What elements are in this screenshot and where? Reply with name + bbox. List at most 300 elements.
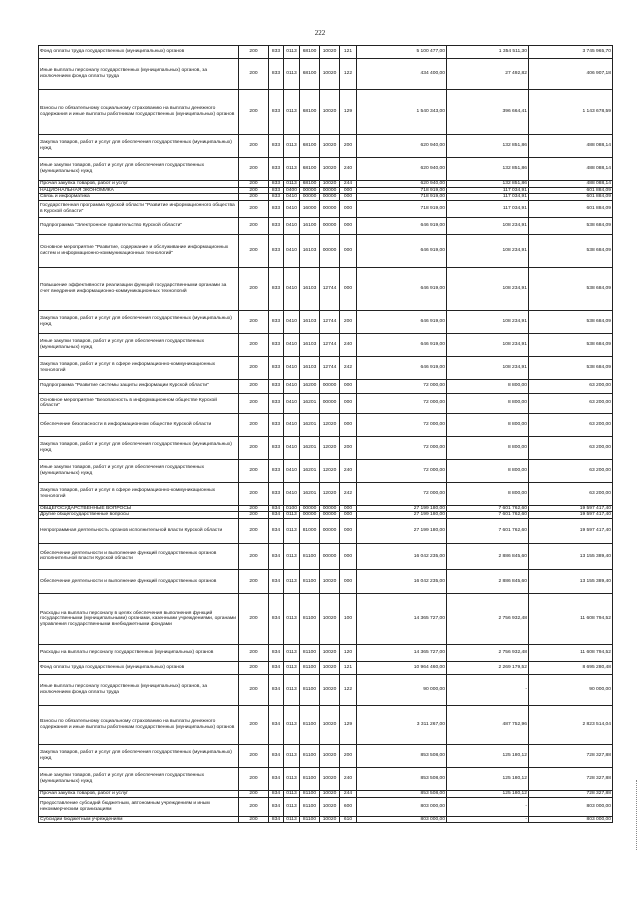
row-code-gr: 833 bbox=[269, 333, 284, 356]
row-name: Иные выплаты персоналу государственных (муниципальных) органов, за исключением фонда оплаты труда bbox=[39, 674, 239, 705]
row-amount-approved: 646 919,00 bbox=[357, 234, 447, 267]
row-code-vid: 200 bbox=[239, 518, 269, 543]
row-code-program: 00000 bbox=[300, 187, 320, 194]
row-code-gr: 833 bbox=[269, 217, 284, 234]
row-name: Непрограммная деятельность органов исполнительной власти Курской области bbox=[39, 518, 239, 543]
row-amount-remaining: 2 823 514,04 bbox=[529, 705, 613, 744]
row-code-vid: 200 bbox=[239, 436, 269, 459]
row-code-direction: 00000 bbox=[320, 393, 340, 413]
row-amount-executed: 7 601 762,60 bbox=[447, 518, 529, 543]
row-amount-executed: 108 234,91 bbox=[447, 356, 529, 379]
row-code-program: 00000 bbox=[300, 194, 320, 201]
row-amount-approved: 27 199 180,00 bbox=[357, 512, 447, 519]
table-body bbox=[39, 46, 613, 823]
row-code-direction: 00000 bbox=[320, 518, 340, 543]
row-code-program: 00000 bbox=[300, 505, 320, 512]
row-amount-remaining: 538 684,09 bbox=[529, 234, 613, 267]
row-code-program: 16201 bbox=[300, 413, 320, 436]
row-code-program: 16103 bbox=[300, 234, 320, 267]
row-code-vr: 240 bbox=[340, 158, 357, 181]
row-amount-executed: - bbox=[447, 816, 529, 823]
row-code-vid: 200 bbox=[239, 569, 269, 593]
row-amount-approved: 646 919,00 bbox=[357, 333, 447, 356]
table-row bbox=[39, 135, 613, 158]
row-amount-executed: 132 851,86 bbox=[447, 158, 529, 181]
row-amount-executed: 2 269 179,52 bbox=[447, 661, 529, 674]
row-code-gr: 834 bbox=[269, 569, 284, 593]
row-amount-executed: 2 756 932,48 bbox=[447, 593, 529, 644]
table-row bbox=[39, 767, 613, 790]
row-code-program: 16201 bbox=[300, 459, 320, 482]
row-amount-approved: 16 042 235,00 bbox=[357, 569, 447, 593]
row-code-gr: 834 bbox=[269, 816, 284, 823]
row-code-program: 16201 bbox=[300, 482, 320, 505]
row-code-rz: 0113 bbox=[284, 744, 300, 767]
table-row bbox=[39, 797, 613, 816]
row-amount-approved: 5 100 477,00 bbox=[357, 46, 447, 59]
row-code-direction: 12020 bbox=[320, 436, 340, 459]
row-amount-executed: 8 800,00 bbox=[447, 393, 529, 413]
row-code-rz: 0113 bbox=[284, 569, 300, 593]
row-amount-executed: 125 180,12 bbox=[447, 790, 529, 797]
row-code-direction: 00000 bbox=[320, 200, 340, 217]
row-code-program: 16103 bbox=[300, 333, 320, 356]
row-code-direction: 00000 bbox=[320, 234, 340, 267]
row-name: Закупка товаров, работ и услуг для обеспечения государственных (муниципальных) нужд bbox=[39, 744, 239, 767]
row-code-vr: 129 bbox=[340, 90, 357, 135]
row-code-vr: 600 bbox=[340, 797, 357, 816]
row-code-rz: 0113 bbox=[284, 135, 300, 158]
row-code-program: 16201 bbox=[300, 436, 320, 459]
row-code-direction: 00000 bbox=[320, 187, 340, 194]
row-name: Иные выплаты персоналу государственных (муниципальных) органов, за исключением фонда оплаты труда bbox=[39, 59, 239, 90]
row-code-vid: 200 bbox=[239, 543, 269, 569]
row-code-vr: 200 bbox=[340, 135, 357, 158]
row-code-vid: 200 bbox=[239, 797, 269, 816]
row-code-direction: 10020 bbox=[320, 816, 340, 823]
row-code-program: 81100 bbox=[300, 674, 320, 705]
row-code-vid: 200 bbox=[239, 593, 269, 644]
row-code-program: 16000 bbox=[300, 200, 320, 217]
row-code-vid: 200 bbox=[239, 59, 269, 90]
row-amount-executed: 7 601 762,60 bbox=[447, 512, 529, 519]
row-code-rz: 0113 bbox=[284, 790, 300, 797]
row-amount-approved: 853 508,00 bbox=[357, 744, 447, 767]
row-amount-executed: 108 234,91 bbox=[447, 217, 529, 234]
row-code-vr: 121 bbox=[340, 661, 357, 674]
row-code-gr: 833 bbox=[269, 393, 284, 413]
row-code-gr: 833 bbox=[269, 187, 284, 194]
row-amount-executed: 8 800,00 bbox=[447, 459, 529, 482]
row-amount-approved: 853 508,00 bbox=[357, 767, 447, 790]
row-code-direction: 10020 bbox=[320, 46, 340, 59]
row-code-direction: 12020 bbox=[320, 482, 340, 505]
row-name: Предоставление субсидий бюджетным, автономным учреждениям и иным некоммерческим организациям bbox=[39, 797, 239, 816]
row-name: Субсидии бюджетным учреждениям bbox=[39, 816, 239, 823]
row-name: Расходы на выплаты персоналу в целях обеспечения выполнения функций государственными (муниципальными) органами, казенными учреждениями, органами управления государственными внебюджетными фондами bbox=[39, 593, 239, 644]
row-amount-remaining: 63 200,00 bbox=[529, 482, 613, 505]
row-amount-executed: 108 234,91 bbox=[447, 234, 529, 267]
row-code-vr: 000 bbox=[340, 200, 357, 217]
row-amount-remaining: 728 327,88 bbox=[529, 744, 613, 767]
row-name: Фонд оплаты труда государственных (муниципальных) органов bbox=[39, 46, 239, 59]
row-amount-executed: 396 664,41 bbox=[447, 90, 529, 135]
row-code-program: 81100 bbox=[300, 744, 320, 767]
table-row bbox=[39, 234, 613, 267]
row-code-direction: 10020 bbox=[320, 59, 340, 90]
row-code-vid: 200 bbox=[239, 661, 269, 674]
row-amount-remaining: 488 088,14 bbox=[529, 135, 613, 158]
row-code-vid: 200 bbox=[239, 393, 269, 413]
row-code-vid: 200 bbox=[239, 310, 269, 333]
row-code-vid: 200 bbox=[239, 505, 269, 512]
row-amount-remaining: 538 684,09 bbox=[529, 356, 613, 379]
row-amount-approved: 646 919,00 bbox=[357, 267, 447, 310]
row-code-program: 16103 bbox=[300, 267, 320, 310]
row-code-vr: 000 bbox=[340, 569, 357, 593]
row-code-direction: 10020 bbox=[320, 158, 340, 181]
row-code-gr: 833 bbox=[269, 46, 284, 59]
row-code-vid: 200 bbox=[239, 90, 269, 135]
row-code-direction: 10020 bbox=[320, 744, 340, 767]
row-code-vid: 200 bbox=[239, 200, 269, 217]
row-code-gr: 833 bbox=[269, 267, 284, 310]
row-code-direction: 10020 bbox=[320, 569, 340, 593]
row-code-gr: 834 bbox=[269, 797, 284, 816]
row-amount-approved: 72 000,00 bbox=[357, 413, 447, 436]
row-code-program: 68100 bbox=[300, 158, 320, 181]
row-name: Прочая закупка товаров, работ и услуг bbox=[39, 181, 239, 188]
row-code-program: 81100 bbox=[300, 593, 320, 644]
row-code-direction: 12744 bbox=[320, 310, 340, 333]
table-row bbox=[39, 569, 613, 593]
row-amount-approved: 3 311 267,00 bbox=[357, 705, 447, 744]
row-code-rz: 0113 bbox=[284, 46, 300, 59]
row-code-vr: 200 bbox=[340, 744, 357, 767]
row-code-vr: 000 bbox=[340, 379, 357, 393]
row-code-vr: 240 bbox=[340, 459, 357, 482]
row-code-vr: 000 bbox=[340, 187, 357, 194]
table-row bbox=[39, 482, 613, 505]
row-code-gr: 833 bbox=[269, 356, 284, 379]
row-code-vid: 200 bbox=[239, 187, 269, 194]
row-code-vid: 200 bbox=[239, 816, 269, 823]
row-code-rz: 0113 bbox=[284, 90, 300, 135]
row-amount-remaining: 3 745 965,70 bbox=[529, 46, 613, 59]
table-row bbox=[39, 705, 613, 744]
row-code-gr: 834 bbox=[269, 790, 284, 797]
row-code-vid: 200 bbox=[239, 705, 269, 744]
margin-mark bbox=[636, 780, 638, 850]
row-amount-executed: 1 354 511,30 bbox=[447, 46, 529, 59]
row-name: ОБЩЕГОСУДАРСТВЕННЫЕ ВОПРОСЫ bbox=[39, 505, 239, 512]
row-name: Иные закупки товаров, работ и услуг для обеспечения государственных (муниципальных) нужд bbox=[39, 158, 239, 181]
row-amount-executed: 132 851,86 bbox=[447, 135, 529, 158]
row-amount-executed: 108 234,91 bbox=[447, 310, 529, 333]
row-amount-remaining: 406 907,18 bbox=[529, 59, 613, 90]
row-amount-approved: 90 000,00 bbox=[357, 674, 447, 705]
row-amount-executed: 108 234,91 bbox=[447, 333, 529, 356]
row-amount-remaining: 63 200,00 bbox=[529, 379, 613, 393]
page-number: 222 bbox=[314, 29, 326, 37]
row-code-gr: 833 bbox=[269, 482, 284, 505]
row-code-gr: 833 bbox=[269, 200, 284, 217]
row-code-rz: 0410 bbox=[284, 379, 300, 393]
row-code-program: 16100 bbox=[300, 217, 320, 234]
row-code-vr: 122 bbox=[340, 59, 357, 90]
row-code-vr: 000 bbox=[340, 413, 357, 436]
row-code-vid: 200 bbox=[239, 459, 269, 482]
row-amount-executed: 8 800,00 bbox=[447, 379, 529, 393]
row-code-direction: 12744 bbox=[320, 356, 340, 379]
row-code-vr: 000 bbox=[340, 512, 357, 519]
row-code-direction: 00000 bbox=[320, 505, 340, 512]
row-amount-approved: 27 199 180,00 bbox=[357, 505, 447, 512]
row-code-vr: 244 bbox=[340, 181, 357, 188]
row-amount-executed: 2 886 845,60 bbox=[447, 543, 529, 569]
row-amount-executed: - bbox=[447, 674, 529, 705]
row-code-direction: 00000 bbox=[320, 194, 340, 201]
row-name: Иные закупки товаров, работ и услуг для обеспечения государственных (муниципальных) нужд bbox=[39, 767, 239, 790]
row-code-direction: 10020 bbox=[320, 705, 340, 744]
row-code-vid: 200 bbox=[239, 194, 269, 201]
table-row bbox=[39, 200, 613, 217]
row-code-gr: 834 bbox=[269, 644, 284, 661]
table-row bbox=[39, 644, 613, 661]
row-code-vr: 000 bbox=[340, 267, 357, 310]
row-amount-remaining: 538 684,09 bbox=[529, 267, 613, 310]
row-code-rz: 0113 bbox=[284, 767, 300, 790]
row-code-gr: 834 bbox=[269, 593, 284, 644]
row-name: Закупка товаров, работ и услуг в сфере информационно-коммуникационных технологий bbox=[39, 482, 239, 505]
row-code-program: 68100 bbox=[300, 59, 320, 90]
row-amount-executed: 8 800,00 bbox=[447, 482, 529, 505]
row-name: Обеспечение деятельности и выполнение функций государственных органов bbox=[39, 569, 239, 593]
row-name: Расходы на выплаты персоналу государственных (муниципальных) органов bbox=[39, 644, 239, 661]
row-code-vid: 200 bbox=[239, 267, 269, 310]
row-amount-remaining: 19 597 417,40 bbox=[529, 518, 613, 543]
row-code-gr: 834 bbox=[269, 674, 284, 705]
row-code-vr: 000 bbox=[340, 518, 357, 543]
row-code-gr: 834 bbox=[269, 767, 284, 790]
table-row bbox=[39, 512, 613, 519]
row-code-rz: 0113 bbox=[284, 661, 300, 674]
row-code-gr: 834 bbox=[269, 543, 284, 569]
row-code-rz: 0410 bbox=[284, 333, 300, 356]
row-amount-remaining: 488 088,14 bbox=[529, 181, 613, 188]
row-code-vid: 200 bbox=[239, 217, 269, 234]
table-row bbox=[39, 194, 613, 201]
row-code-vr: 100 bbox=[340, 593, 357, 644]
row-code-vr: 120 bbox=[340, 644, 357, 661]
row-amount-approved: 620 940,00 bbox=[357, 135, 447, 158]
row-code-vr: 240 bbox=[340, 767, 357, 790]
row-code-gr: 833 bbox=[269, 234, 284, 267]
table-row bbox=[39, 413, 613, 436]
row-code-direction: 00000 bbox=[320, 512, 340, 519]
row-name: Прочая закупка товаров, работ и услуг bbox=[39, 790, 239, 797]
row-code-rz: 0410 bbox=[284, 436, 300, 459]
row-code-rz: 0113 bbox=[284, 797, 300, 816]
row-name: Государственная программа Курской области "Развитие информационного общества в Курской области" bbox=[39, 200, 239, 217]
row-name: Обеспечение безопасности в информационном обществе Курской области bbox=[39, 413, 239, 436]
row-code-vr: 242 bbox=[340, 482, 357, 505]
row-code-vid: 200 bbox=[239, 744, 269, 767]
row-name: Подпрограмма "Электронное правительство Курской области" bbox=[39, 217, 239, 234]
row-code-vr: 200 bbox=[340, 436, 357, 459]
row-code-vid: 200 bbox=[239, 482, 269, 505]
table-row bbox=[39, 356, 613, 379]
row-code-direction: 10020 bbox=[320, 90, 340, 135]
row-code-vr: 122 bbox=[340, 674, 357, 705]
row-code-rz: 0400 bbox=[284, 187, 300, 194]
table-row bbox=[39, 436, 613, 459]
row-code-program: 68100 bbox=[300, 135, 320, 158]
row-name: НАЦИОНАЛЬНАЯ ЭКОНОМИКА bbox=[39, 187, 239, 194]
row-amount-executed: 8 800,00 bbox=[447, 436, 529, 459]
row-code-rz: 0113 bbox=[284, 158, 300, 181]
table-row bbox=[39, 543, 613, 569]
row-code-rz: 0113 bbox=[284, 543, 300, 569]
row-code-program: 81100 bbox=[300, 797, 320, 816]
row-name: Повышение эффективности реализации функций государственными органами за счет внедрения информационно-коммуникационных технологий bbox=[39, 267, 239, 310]
row-code-program: 81100 bbox=[300, 543, 320, 569]
row-code-program: 16201 bbox=[300, 393, 320, 413]
row-code-direction: 12744 bbox=[320, 267, 340, 310]
row-name: Взносы по обязательному социальному страхованию на выплаты денежного содержания и иные выплаты работникам государственных (муниципальных) органов bbox=[39, 90, 239, 135]
row-amount-remaining: 601 884,09 bbox=[529, 200, 613, 217]
row-code-direction: 10020 bbox=[320, 181, 340, 188]
row-code-vr: 610 bbox=[340, 816, 357, 823]
row-code-vid: 200 bbox=[239, 512, 269, 519]
row-name: Основное мероприятие "Безопасность в информационном обществе Курской области" bbox=[39, 393, 239, 413]
row-amount-remaining: 803 000,00 bbox=[529, 797, 613, 816]
row-amount-approved: 27 199 180,00 bbox=[357, 518, 447, 543]
row-code-rz: 0113 bbox=[284, 512, 300, 519]
row-code-program: 81100 bbox=[300, 569, 320, 593]
row-amount-remaining: 803 000,00 bbox=[529, 816, 613, 823]
row-code-vr: 242 bbox=[340, 356, 357, 379]
row-amount-approved: 14 365 727,00 bbox=[357, 593, 447, 644]
row-code-direction: 10020 bbox=[320, 661, 340, 674]
table-row bbox=[39, 459, 613, 482]
row-code-direction: 10020 bbox=[320, 593, 340, 644]
row-code-program: 81100 bbox=[300, 705, 320, 744]
row-code-rz: 0410 bbox=[284, 310, 300, 333]
row-code-direction: 10020 bbox=[320, 767, 340, 790]
row-name: Закупка товаров, работ и услуг для обеспечения государственных (муниципальных) нужд bbox=[39, 135, 239, 158]
row-code-gr: 834 bbox=[269, 512, 284, 519]
row-amount-approved: 853 508,00 bbox=[357, 790, 447, 797]
row-amount-remaining: 63 200,00 bbox=[529, 459, 613, 482]
row-amount-remaining: 1 143 678,59 bbox=[529, 90, 613, 135]
row-code-rz: 0410 bbox=[284, 267, 300, 310]
row-amount-remaining: 538 684,09 bbox=[529, 310, 613, 333]
row-amount-remaining: 13 155 389,40 bbox=[529, 543, 613, 569]
row-code-vr: 129 bbox=[340, 705, 357, 744]
row-code-gr: 834 bbox=[269, 705, 284, 744]
row-code-vid: 200 bbox=[239, 379, 269, 393]
row-amount-approved: 646 919,00 bbox=[357, 310, 447, 333]
row-amount-executed: 2 756 932,48 bbox=[447, 644, 529, 661]
row-code-program: 16200 bbox=[300, 379, 320, 393]
row-code-direction: 10020 bbox=[320, 797, 340, 816]
row-code-direction: 12020 bbox=[320, 413, 340, 436]
row-code-vr: 121 bbox=[340, 46, 357, 59]
row-amount-approved: 718 919,00 bbox=[357, 194, 447, 201]
row-code-gr: 834 bbox=[269, 661, 284, 674]
row-code-vr: 000 bbox=[340, 194, 357, 201]
table-row bbox=[39, 158, 613, 181]
row-amount-remaining: 63 200,00 bbox=[529, 436, 613, 459]
row-amount-approved: 434 400,00 bbox=[357, 59, 447, 90]
row-name: Связь и информатика bbox=[39, 194, 239, 201]
table-row bbox=[39, 333, 613, 356]
row-code-vr: 240 bbox=[340, 333, 357, 356]
row-amount-executed: 117 034,91 bbox=[447, 194, 529, 201]
row-code-direction: 12020 bbox=[320, 459, 340, 482]
table-row bbox=[39, 518, 613, 543]
row-code-program: 81100 bbox=[300, 644, 320, 661]
row-code-vr: 000 bbox=[340, 543, 357, 569]
row-code-program: 81100 bbox=[300, 816, 320, 823]
table-row bbox=[39, 310, 613, 333]
row-code-rz: 0113 bbox=[284, 674, 300, 705]
row-amount-approved: 803 000,00 bbox=[357, 816, 447, 823]
row-code-vr: 244 bbox=[340, 790, 357, 797]
row-amount-remaining: 90 000,00 bbox=[529, 674, 613, 705]
row-amount-executed: 117 034,91 bbox=[447, 187, 529, 194]
row-code-rz: 0410 bbox=[284, 393, 300, 413]
row-code-program: 81100 bbox=[300, 767, 320, 790]
row-amount-remaining: 601 884,09 bbox=[529, 187, 613, 194]
row-name: Подпрограмма "Развитие системы защиты информации Курской области" bbox=[39, 379, 239, 393]
row-code-rz: 0410 bbox=[284, 217, 300, 234]
table-row bbox=[39, 744, 613, 767]
row-code-gr: 834 bbox=[269, 744, 284, 767]
row-code-direction: 10020 bbox=[320, 674, 340, 705]
row-amount-remaining: 538 684,09 bbox=[529, 333, 613, 356]
row-amount-remaining: 13 155 389,40 bbox=[529, 569, 613, 593]
row-amount-remaining: 19 597 417,40 bbox=[529, 512, 613, 519]
row-name: Основное мероприятие "Развитие, содержание и обслуживание информационных систем и информационно-коммуникационных технологий" bbox=[39, 234, 239, 267]
row-amount-executed: 487 752,96 bbox=[447, 705, 529, 744]
row-amount-approved: 646 919,00 bbox=[357, 217, 447, 234]
row-name: Иные закупки товаров, работ и услуг для обеспечения государственных (муниципальных) нужд bbox=[39, 333, 239, 356]
row-amount-approved: 1 540 343,00 bbox=[357, 90, 447, 135]
row-amount-approved: 72 000,00 bbox=[357, 379, 447, 393]
row-amount-executed: 2 886 845,60 bbox=[447, 569, 529, 593]
row-code-direction: 10020 bbox=[320, 644, 340, 661]
table-row bbox=[39, 393, 613, 413]
row-code-program: 16103 bbox=[300, 356, 320, 379]
table-row bbox=[39, 816, 613, 823]
row-code-vid: 200 bbox=[239, 181, 269, 188]
row-amount-approved: 72 000,00 bbox=[357, 459, 447, 482]
row-code-program: 81100 bbox=[300, 790, 320, 797]
row-code-direction: 10020 bbox=[320, 135, 340, 158]
row-code-direction: 00000 bbox=[320, 543, 340, 569]
row-amount-approved: 10 964 460,00 bbox=[357, 661, 447, 674]
budget-execution-table bbox=[38, 45, 613, 823]
row-amount-executed: 125 180,12 bbox=[447, 744, 529, 767]
row-code-vr: 200 bbox=[340, 310, 357, 333]
row-amount-remaining: 601 884,09 bbox=[529, 194, 613, 201]
table-row bbox=[39, 90, 613, 135]
row-code-program: 81100 bbox=[300, 661, 320, 674]
row-amount-approved: 14 365 727,00 bbox=[357, 644, 447, 661]
row-code-vid: 200 bbox=[239, 644, 269, 661]
